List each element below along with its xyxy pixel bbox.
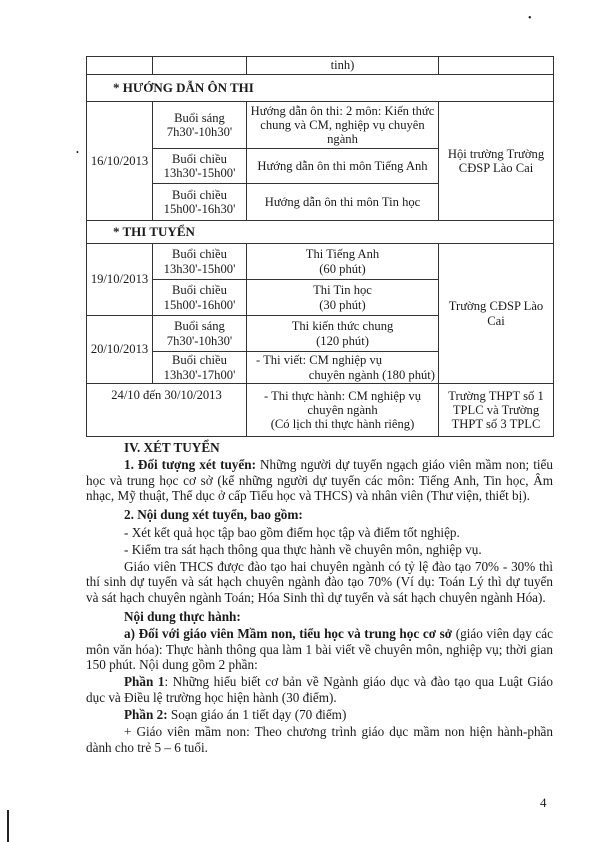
table-row — [87, 57, 554, 75]
subheading: Nội dung thực hành: — [124, 609, 241, 625]
section-heading: IV. XÉT TUYỂN — [124, 440, 220, 455]
cell-location: Trường CĐSP Lào Cai — [439, 244, 554, 384]
bullet: - Xét kết quả học tập bao gồm điểm học tập và điểm tốt nghiệp. — [124, 524, 460, 540]
subheading: 2. Nội dung xét tuyển, bao gồm: — [124, 507, 303, 523]
cell-content: Thi kiến thức chung (120 phút) — [247, 316, 439, 352]
paragraph: Giáo viên THCS được đào tạo hai chuyên ngành có tỷ lệ đào tạo 70% - 30% thì thí sinh dự tuyển và sát hạch chuyên ngành đào tạo 70% (Ví dụ: Toán Lý thì dự tuyển và sát hạch chuyên ngành Toán; Hóa Sinh thì dự tuyển và sát hạch chuyên ngành Hóa). — [86, 559, 553, 605]
bullet: - Kiểm tra sát hạch thông qua thực hành về chuyên môn, nghiệp vụ. — [124, 541, 482, 557]
cell-session: Buổi chiều 13h30'-17h00' — [153, 352, 247, 384]
section-title-guide: * HƯỚNG DẪN ÔN THI — [87, 75, 554, 102]
cell-session: Buổi chiều 15h00'-16h00' — [153, 280, 247, 316]
cell-date: 16/10/2013 — [87, 102, 153, 221]
cell-content: Thi Tin học (30 phút) — [247, 280, 439, 316]
scan-mark: • — [76, 148, 79, 157]
cell-date: 19/10/2013 — [87, 244, 153, 316]
section-title-exam: * THI TUYỂN — [87, 221, 554, 244]
cell-date-range: 24/10 đến 30/10/2013 — [87, 384, 247, 437]
cell-location: Hội trường Trường CĐSP Lào Cai — [439, 102, 554, 221]
schedule-table — [86, 56, 554, 437]
table-row — [87, 384, 554, 437]
cell-content: - Thi viết: CM nghiệp vụ chuyên ngành (180 phút) — [247, 352, 439, 384]
cell-date: 20/10/2013 — [87, 316, 153, 384]
paragraph: a) Đối với giáo viên Mầm non, tiểu học và trung học cơ sở (giáo viên dạy các môn văn hóa): Thực hành thông qua làm 1 bài viết về chuyên môn, nghiệp vụ; thời gian 150 phút. Nội dung gồm 2 phần: — [86, 626, 553, 673]
table-row — [87, 244, 554, 280]
paragraph: Phần 1: Những hiểu biết cơ bản về Ngành giáo dục và đào tạo qua Luật Giáo dục và Điều lệ trường học hiện hành (30 điểm). — [86, 674, 553, 705]
cell-session: Buổi chiều 15h00'-16h30' — [153, 184, 247, 221]
cell-content: tinh) — [247, 57, 439, 75]
paragraph: 1. Đối tượng xét tuyển: Những người dự tuyển ngạch giáo viên mầm non; tiểu học và trung học cơ sở (kể những người dự tuyển các môn: Tiếng Anh, Tin học, Âm nhạc, Mỹ thuật, Thể dục ở cấp Tiểu học và THCS) và nhân viên (Thư viện, thiết bị). — [86, 457, 554, 504]
cell-session: Buổi chiều 13h30'-15h00' — [153, 244, 247, 280]
page-number: 4 — [540, 795, 547, 810]
cell-content: Hướng dẫn ôn thi môn Tiếng Anh — [247, 149, 439, 184]
cell-content: Hướng dẫn ôn thi: 2 môn: Kiến thức chung và CM, nghiệp vụ chuyên ngành — [247, 102, 439, 149]
cell-content: - Thi thực hành: CM nghiệp vụ chuyên ngành (Có lịch thi thực hành riêng) — [247, 384, 439, 437]
cell-content: Thi Tiếng Anh (60 phút) — [247, 244, 439, 280]
margin-line — [7, 810, 9, 842]
cell-location: Trường THPT số 1 TPLC và Trường THPT số 3 TPLC — [439, 384, 554, 437]
cell-content: Hướng dẫn ôn thi môn Tin học — [247, 184, 439, 221]
paragraph: + Giáo viên mầm non: Theo chương trình giáo dục mầm non hiện hành-phần dành cho trẻ 5 – 6 tuổi. — [86, 724, 553, 755]
scan-mark: • — [528, 13, 532, 24]
cell-session: Buổi chiều 13h30'-15h00' — [153, 149, 247, 184]
paragraph: Phần 2: Soạn giáo án 1 tiết dạy (70 điểm) — [124, 707, 347, 723]
section-header-row — [87, 221, 554, 244]
document-body — [86, 440, 553, 757]
cell-session: Buổi sáng 7h30'-10h30' — [153, 102, 247, 149]
table-row — [87, 102, 554, 149]
cell-session: Buổi sáng 7h30'-10h30' — [153, 316, 247, 352]
section-header-row — [87, 75, 554, 102]
